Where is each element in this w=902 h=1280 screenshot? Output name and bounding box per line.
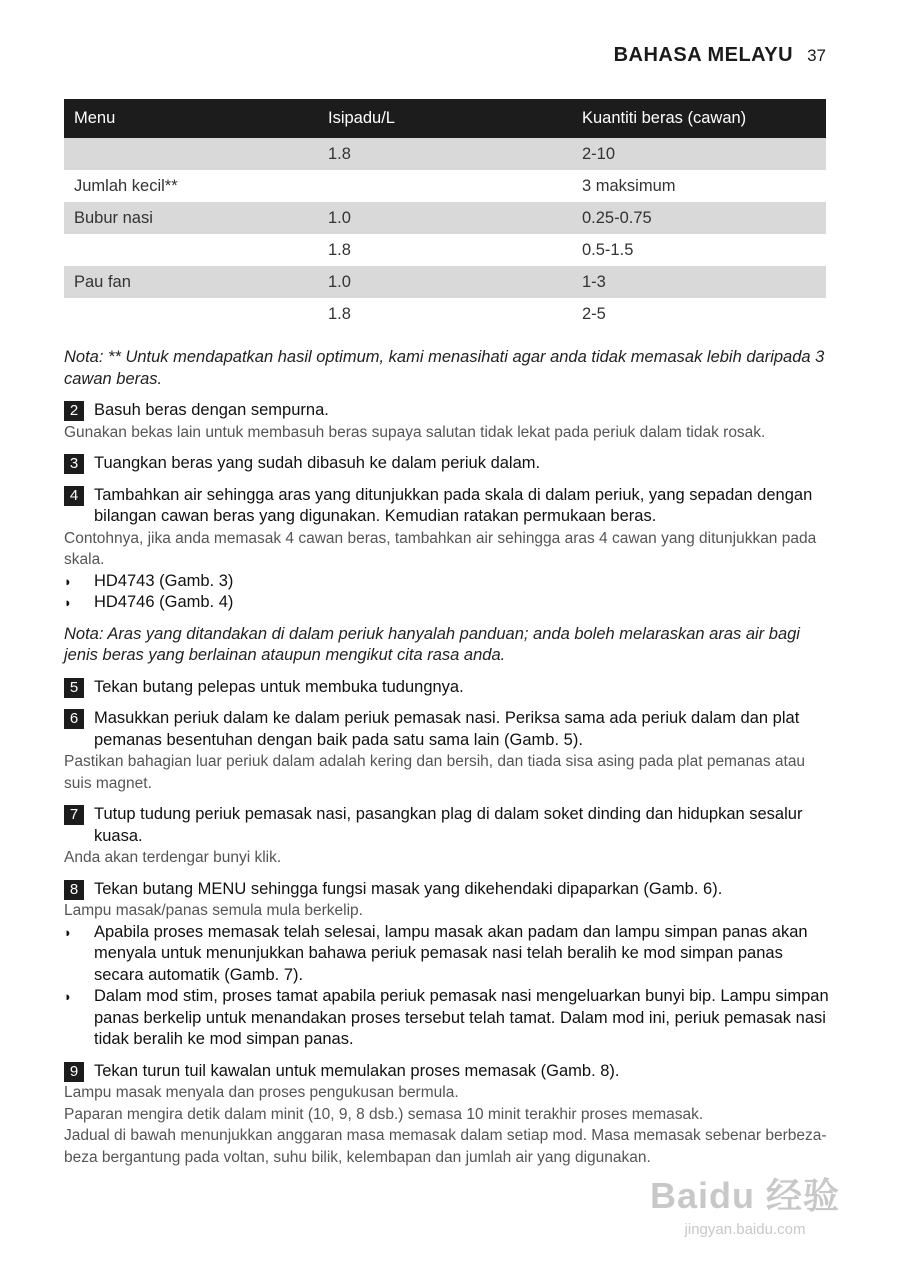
step-6 <box>64 708 830 751</box>
step-number: 6 <box>64 709 84 729</box>
step-description: Lampu masak menyala dan proses pengukusan bermula. <box>64 1084 459 1101</box>
step-2 <box>64 400 830 422</box>
step-number: 4 <box>64 486 84 506</box>
step-5 <box>64 677 830 699</box>
table-row <box>64 202 826 234</box>
table-cell: 2-10 <box>572 138 826 170</box>
step-number: 8 <box>64 880 84 900</box>
step-number: 9 <box>64 1062 84 1082</box>
step-text: Tuangkan beras yang sudah dibasuh ke dalam periuk dalam. <box>94 454 541 472</box>
step-text: Tekan turun tuil kawalan untuk memulakan proses memasak (Gamb. 8). <box>94 1061 620 1080</box>
table-cell <box>64 234 318 266</box>
bullet-text: Apabila proses memasak telah selesai, lampu masak akan padam dan lampu simpan panas akan menyala untuk menunjukkan bahawa periuk pemasak nasi telah beralih ke mod simpan panas secara automatik (Gamb. 7). <box>94 922 808 984</box>
table-cell <box>318 170 572 202</box>
table-row <box>64 170 826 202</box>
page-header <box>614 44 826 67</box>
page-number: 37 <box>807 46 826 65</box>
step-number: 2 <box>64 401 84 421</box>
bullet-icon: ◗ <box>64 595 72 610</box>
table-row <box>64 266 826 298</box>
table-header-row <box>64 99 826 138</box>
bullet-icon: ◗ <box>64 573 72 589</box>
watermark-logo: Baidu 经验 <box>649 1175 840 1216</box>
step-number: 5 <box>64 678 84 698</box>
language-label: BAHASA MELAYU <box>613 44 794 66</box>
table-cell: 2-5 <box>582 304 606 323</box>
step-9 <box>64 1061 830 1083</box>
step-8 <box>64 879 830 901</box>
step-description: Anda akan terdengar bunyi klik. <box>64 849 282 866</box>
table-cell <box>64 298 318 330</box>
table-cell: 1.0 <box>318 202 572 234</box>
table-cell: 1.8 <box>328 304 351 323</box>
table-cell: 0.5-1.5 <box>582 240 634 259</box>
table-cell <box>64 138 318 170</box>
table-cell: 1.8 <box>318 138 572 170</box>
instructions <box>64 347 830 1168</box>
step-text: Tutup tudung periuk pemasak nasi, pasangkan plag di dalam soket dinding dan hidupkan sesalur kuasa. <box>94 805 803 845</box>
table-cell: 3 maksimum <box>582 176 676 195</box>
bullet-icon: ◗ <box>64 924 72 940</box>
step-text: Tambahkan air sehingga aras yang ditunjukkan pada skala di dalam periuk, yang sepadan dengan bilangan cawan beras yang digunakan. Kemudian ratakan permukaan beras. <box>94 485 813 525</box>
table-cell: 1.8 <box>328 240 351 259</box>
step-description: Paparan mengira detik dalam minit (10, 9, 8 dsb.) semasa 10 minit terakhir proses memasak. <box>64 1105 704 1123</box>
list-item <box>64 592 830 614</box>
step-text: Tekan butang pelepas untuk membuka tudungnya. <box>94 677 464 696</box>
step-text: Masukkan periuk dalam ke dalam periuk pemasak nasi. Periksa sama ada periuk dalam dan plat pemanas besentuhan dengan baik pada satu sama lain (Gamb. 5). <box>94 709 800 749</box>
step-text: Tekan butang MENU sehingga fungsi masak yang dikehendaki dipaparkan (Gamb. 6). <box>94 879 723 898</box>
step-description: Lampu masak/panas semula mula berkelip. <box>64 902 363 919</box>
table-row <box>64 234 826 266</box>
note-water-level: Nota: Aras yang ditandakan di dalam periuk hanyalah panduan; anda boleh melaraskan aras air bagi jenis beras yang berlainan ataupun mengikut cita rasa anda. <box>64 624 800 664</box>
table-row <box>64 298 826 330</box>
watermark <box>640 1168 850 1238</box>
step-4 <box>64 485 830 528</box>
list-item <box>64 986 830 1051</box>
watermark-url: jingyan.baidu.com <box>684 1221 806 1238</box>
step-text: Basuh beras dengan sempurna. <box>94 401 329 419</box>
step-description: Pastikan bahagian luar periuk dalam adalah kering dan bersih, dan tiada sisa asing pada plat pemanas atau suis magnet. <box>64 753 806 792</box>
step-description: Gunakan bekas lain untuk membasuh beras supaya salutan tidak lekat pada periuk dalam tidak rosak. <box>64 423 766 441</box>
step-3 <box>64 453 830 475</box>
step-7 <box>64 804 830 847</box>
table-cell: Jumlah kecil** <box>74 176 178 195</box>
table-cell: 1.0 <box>318 266 572 298</box>
table-cell: Pau fan <box>64 266 318 298</box>
header-volume: Isipadu/L <box>318 99 572 138</box>
step-number: 3 <box>64 454 84 474</box>
step-description: Jadual di bawah menunjukkan anggaran masa memasak dalam setiap mod. Masa memasak sebenar berbeza-beza bergantung pada voltan, suhu bilik, kelembapan dan jumlah air yang digunakan. <box>64 1127 827 1166</box>
table-row <box>64 138 826 170</box>
table-cell: Bubur nasi <box>64 202 318 234</box>
table-cell: 1-3 <box>572 266 826 298</box>
bullet-text: Dalam mod stim, proses tamat apabila periuk pemasak nasi mengeluarkan bunyi bip. Lampu simpan panas berkelip untuk menandakan proses tersebut telah tamat. Dalam mod ini, periuk pemasak nasi tidak beralih ke mod simpan panas. <box>94 987 829 1048</box>
bullet-icon: ◗ <box>64 989 72 1004</box>
list-item <box>64 922 830 987</box>
step-number: 7 <box>64 805 84 825</box>
step-description: Contohnya, jika anda memasak 4 cawan beras, tambahkan air sehingga aras 4 cawan yang ditunjukkan pada skala. <box>64 529 817 568</box>
note-optimum: Nota: ** Untuk mendapatkan hasil optimum, kami menasihati agar anda tidak memasak lebih daripada 3 cawan beras. <box>64 348 825 388</box>
rice-quantity-table <box>64 99 826 330</box>
header-menu: Menu <box>64 99 318 138</box>
bullet-text: HD4743 (Gamb. 3) <box>94 571 234 590</box>
bullet-text: HD4746 (Gamb. 4) <box>94 593 234 611</box>
header-rice-quantity: Kuantiti beras (cawan) <box>572 99 826 138</box>
table-cell: 0.25-0.75 <box>572 202 826 234</box>
list-item <box>64 571 830 593</box>
